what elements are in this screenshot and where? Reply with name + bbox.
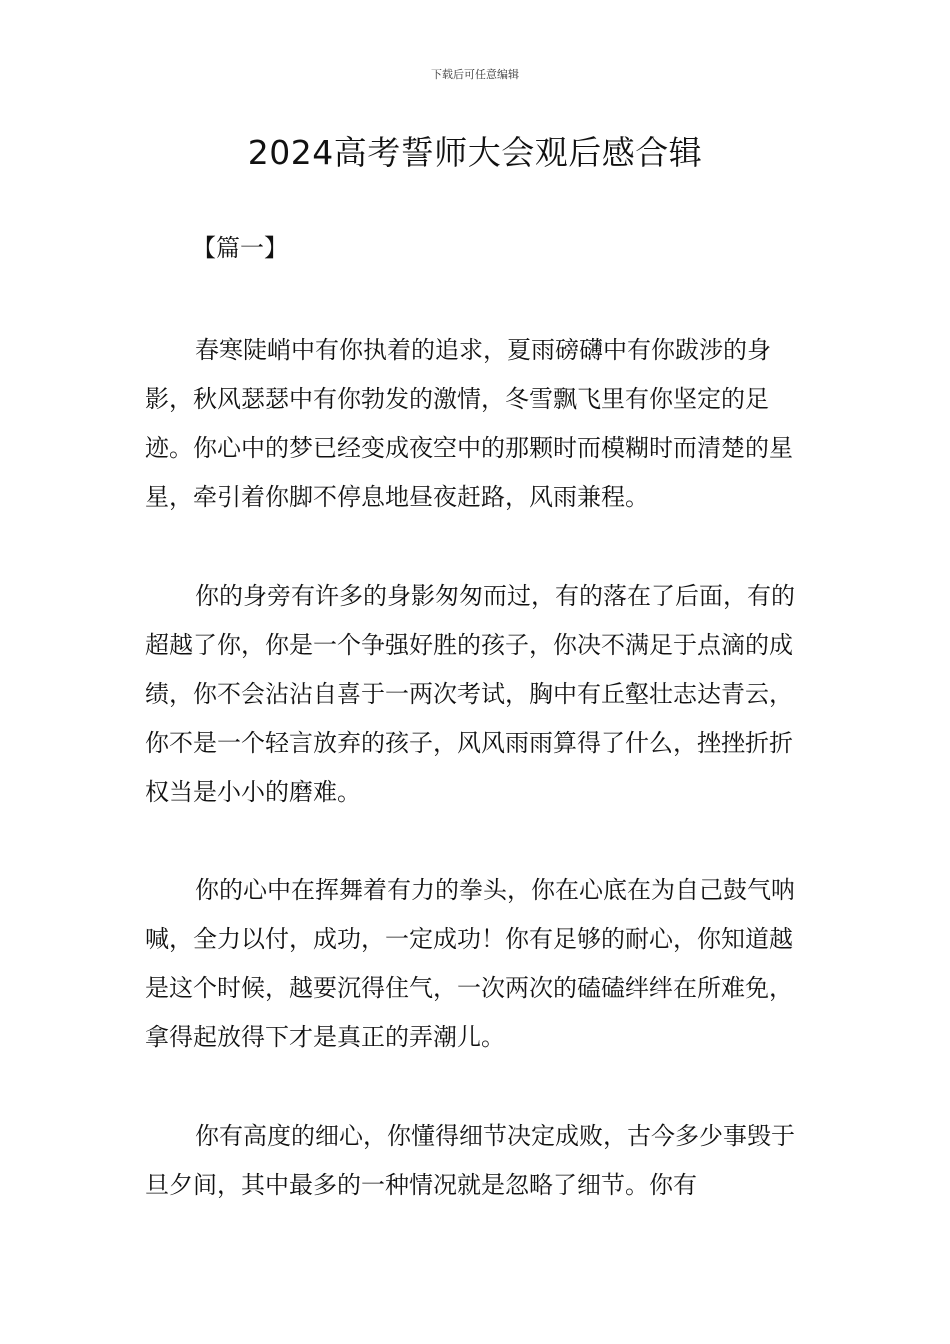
header-note: 下载后可任意编辑: [431, 68, 519, 81]
body-paragraph: 你有高度的细心，你懂得细节决定成败，古今多少事毁于旦夕间，其中最多的一种情况就是忽略了细节。你有: [145, 1122, 795, 1199]
body-paragraph: 你的身旁有许多的身影匆匆而过，有的落在了后面，有的超越了你，你是一个争强好胜的孩子，你决不满足于点滴的成绩，你不会沾沾自喜于一两次考试，胸中有丘壑壮志达青云，你不是一个轻言放弃的孩子，风风雨雨算得了什么，挫挫折折权当是小小的磨难。: [145, 582, 795, 806]
body-paragraph: 你的心中在挥舞着有力的拳头，你在心底在为自己鼓气呐喊，全力以付，成功，一定成功！你有足够的耐心，你知道越是这个时候，越要沉得住气，一次两次的磕磕绊绊在所难免，拿得起放得下才是真正的弄潮儿。: [145, 876, 795, 1051]
section-heading: 【篇一】: [192, 234, 288, 262]
document-title: 2024高考誓师大会观后感合辑: [247, 133, 703, 172]
body-paragraph: 春寒陡峭中有你执着的追求，夏雨磅礴中有你跋涉的身影，秋风瑟瑟中有你勃发的激情，冬雪飘飞里有你坚定的足迹。你心中的梦已经变成夜空中的那颗时而模糊时而清楚的星星，牵引着你脚不停息地昼夜赶路，风雨兼程。: [145, 336, 793, 511]
